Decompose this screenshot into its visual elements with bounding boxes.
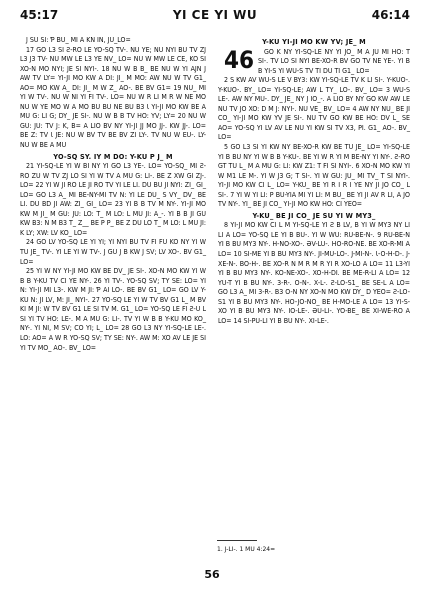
section-heading: YO-SQ SY. IY M DO: Y-KU P J_ M xyxy=(53,151,173,161)
header-left-reference: 45:17 xyxy=(20,8,59,22)
header-right-reference: 46:14 xyxy=(371,8,410,22)
verse-paragraph: 2 S KW AV WU-S LE V BY3: KW YI-SQ-LE TV K LI SI-. Y-KUO-. Y-KUO-. BY_ LO= YI-SQ-LE; AW L TY_ LO-. BV_ LO= 3 WU-S LE-. AW NY MU-. DY_ JE_ NY J IO_-. A LIO BY NY GO KW AW LE NU TV JO XO: D M J: NYI-. NU VE_ BV_ LO= 4 AW NY NU_ BE JI CO_ YI-JI MO KW YV JE SI-. NU TV GO KW BE HO: DV L_ SE AO= YO-SQ YI LV AV LE NU YI KW SI TV X3, PI. G1_ AO-. BV_ LO= xyxy=(218,76,410,142)
running-header xyxy=(20,8,410,24)
section-heading: Y-KU YI-JI MO KW YV; JE_ M xyxy=(262,37,366,46)
verse-paragraph: J SU SI: Ƥ BU_ MI A KN IN, JU_LO= xyxy=(26,36,131,44)
chapter-opening-text: GO K NY YI-SQ-LE NY YI JO_ M A JU MI HO: T SI-. TV LO SI NYI BE-XO-R BV GO TV NE YE-. YI B B YI-S YI WU-S TV TI DU TI G1_ LO= xyxy=(258,47,410,75)
verse-paragraph: 21 YI-SQ-LE YI W BI NY YI GO L3 YE-. LO= YO-SQ_ MI Ƨ-RO ZU W TV ZJ LO SI YI W TV A MU G: LI-. BE Z XW GI ZJ-. LO= 22 YI W JI RO LE JI RO TV YI LE LI. DU BU JI NYI: ZI_ GI_ LO= GO L3 A_ MI BE-NY-MI TV N: YI LE DU_ S VY_ DV_ BE LI. DU BD JI AW: ZI_ GI_ LO= 23 YI B B TV M NY-. YI-JI MO KW M JI_ M GU: JU: LO: T_ M LO: L MU JI: A_-. YI B B JI GU KW B3: N M B3 T_ Z__ BE P P_ BE Z DU LO T_ M LO: L MU JI: K LY; XW: LV KO_ LO= xyxy=(20,162,206,237)
right-column xyxy=(218,36,410,326)
verse-paragraph: 5 GO L3 SI YI KW NY BE-XO-R KW BE TU JE_ LO= YI-SQ-LE YI B BU NY YI W B B Y-KU-. BE YI W R YI M BE-NY YI NY-. Ƨ-RO GT TU L_ M A MU G: LI: KW Z1: T FI SI NYI-. 6 XO-N MO KW YI W M1 LE M-. YI W J3 G; T SI-. YI W GU: JU_ MI TV_ T SI NYI-. YI-JI MO KW CI L_ LO= Y-KU_ BE YI R I R I YE NY JI JO CO_ L SI-. 7 YI W YI LI: P BU-YIA MI YI LI: M BU_ BE YI JI AV R LI, A JO TV NY-. YI_ BE JI CO_ YI-JI MO KW HO: CI YEO= xyxy=(218,143,410,209)
verse-paragraph: 25 YI W NY YI-JI MO KW BE DV_ JE SI-. XO-N MO KW YI W B B Y-KU TV CI YE NY-. 26 YI TV-. YO-SQ SV; TY SE: LO= YI N: YI-JI MI L3-. KW M JI: Ƥ AI LO-. BE BV G1_ LO= GO LV Y-KU N: JI LV, M: JI_ NYI-. 27 YO-SQ LE YI W TV BV G1 L_ M BV KI M JI: W TV BV G1 LE SI TV M. G1_ LO= YO-SQ LE FI Ƨ-U L SI YI TV HO: LE-. M A MU G: LI-. TV YI W B B Y-KU MO KO_ NY-. YI NI, M SV; CO YI; L_ LO= 28 GO L3 NY YI-SQ-LE LE-. LO: AO= A W R YO-SQ SV; TY SE: NY-. AW M: XO AV LE JE SI YI TV MO_ AO-. BV_ LO= xyxy=(20,267,206,352)
footnote-rule xyxy=(217,540,257,541)
chapter-number: 46 xyxy=(224,45,255,74)
header-book-title: YI CE YI WU xyxy=(172,8,258,22)
footnote: 1. J-LI-. 1 MU 4:24= xyxy=(217,546,276,553)
section-heading: Y-KU_ BE JI CO_ JE SU YI W MY3_ xyxy=(252,210,376,220)
verse-paragraph: 8 YI-JI MO KW CI L M YI-SQ-LE YI Ƨ B LV, B YI W MY3 NY LI LI A LO= YO-SQ LE YI B BU-. YI W WU: RU-BE-N-. 9 RU-BE-N YI B BU MY3 NY-. H-NO-XO-. ƏV-LU-. HO-RO-NE. BE XO-R-MI A LO= 10 SI-ME YI B BU MY3 NY-. JI-MU-LO-. J-MI-N-. Ɩ-O-H-D-. J-XE-N-. BO-H-. BE XO-R N M R M R YI R XO-LO A LO= 11 L3-YI YI B BU MY3 NY-. KO-NE-XO-. XO-H-DI. BE ME-R-LI A LO= 12 YU-T YI B BU NY-. 3-R-. O-N-. X-L-. Ƨ-LO-S1_ BE SE-L A LO= GO L3 A_ MI 3-R-. B3 O-N NY XO-N MO KW DY_ D YEO= Ƨ-LO-S1 YI B BU MY3 NY-. HO-JO-NO_ BE H-MO-LE A LO= 13 YI-S-XO YI B BU MY3 NY-. IO-LE-. ƏU-LI-. YO-BE_ BE XI-WE-RO A LO= 14 SI-PU-LI YI B BU NY-. XI-LE-. xyxy=(218,221,410,325)
left-column xyxy=(20,36,206,353)
page-number: 56 xyxy=(204,568,220,581)
verse-paragraph: 17 GO L3 SI Ƨ-RO LE YO-SQ TV-. NU YE; NU NYI BU TV ZJ L3 J3 TV- NU MW LE L3 YE NV_ LO= NU W MW LE CE, KO SI XO-N MO NYI; JE SI NYI-. 18 NU W B B_ BE NU W YI AJN J AW TV LY= YI-JI MO KW A DI: JI_ M MO: AW NU W TV G1_ AO= MO KW A_ DI: JI_ M W Z_ AO-. BE BV G1= 19 NU_ MI YI W TV-. NU W NI YI FI TV-. LO= NU W R LI M R W NE MO NU W YE MO W A MO BU BU NE BU B3 Ɩ YI-JI MO KW BE A MU G: LI G; DY_ JE SI-. NU W B B TV HO: YV; LY= 20 NU W GU: JU: TV J: K, B= A LIO BV NY YI-JI JJ MO JJ-. KW JJ-. LO= BE Z: TV Ɩ JE: NU W BV TV BE BV ZI LY-. TV NU W EU-. LY- NU W BE A MU xyxy=(20,45,206,150)
verse-paragraph: 24 GO LV YO-SQ LE YI YI; YI NYI BU TV FI FU KO NY YI W TU JE_ TV-. YI LE YI W TV-. J GU J B KW J SV; LV XO-. BV G1_ LO= xyxy=(20,238,206,266)
verse-paragraph xyxy=(218,45,410,77)
